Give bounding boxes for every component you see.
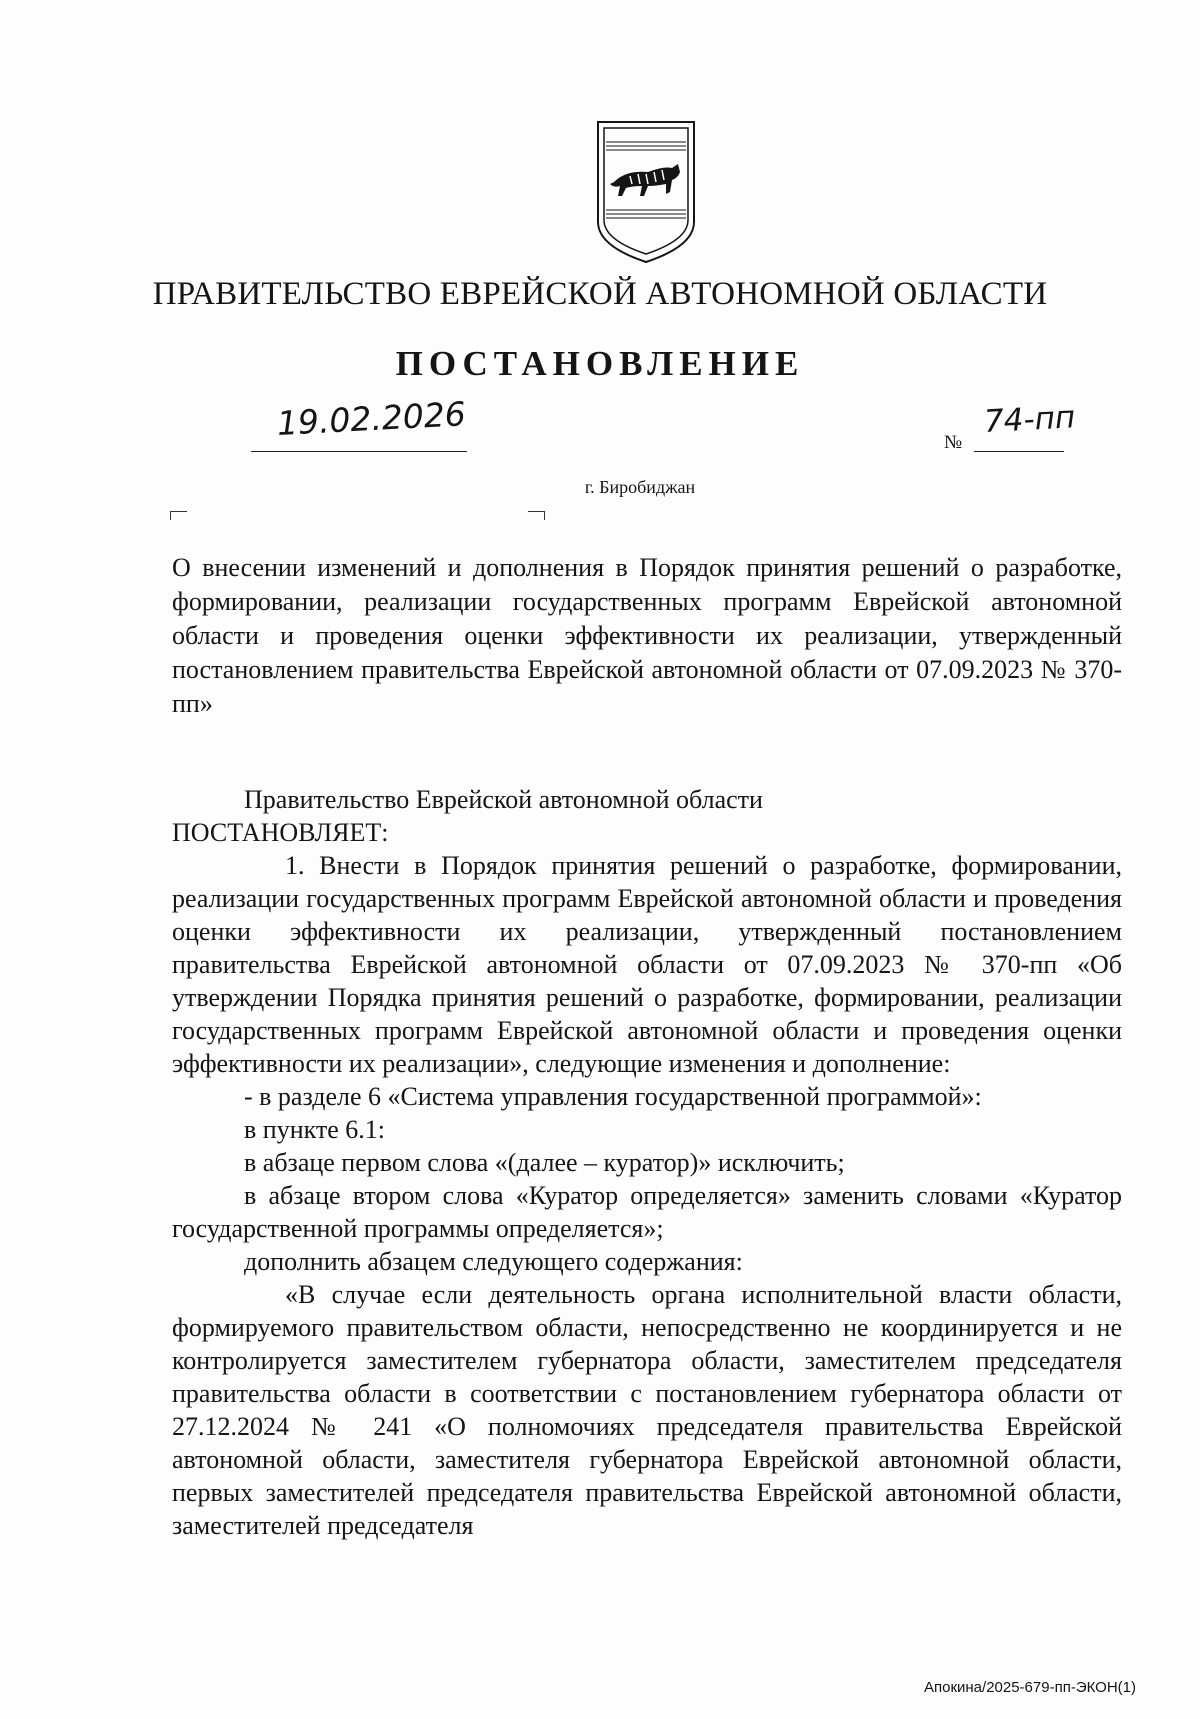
body-paragraph: в абзаце втором слова «Куратор определяется» заменить словами «Куратор государственной программы определяется»; bbox=[172, 1181, 1122, 1243]
body-paragraph: «В случае если деятельность органа исполнительной власти области, формируемого правительством области, непосредственно не координируется и не контролируется заместителем губернатора области, заместителем председателя правительства области в соответствии с постановлением губернатора области от 27.12.2024 № 241 «О полномочиях председателя правительства Еврейской автономной области, заместителя губернатора Еврейской автономной области, первых заместителей председателя правительства Еврейской автономной области, заместителей председателя bbox=[172, 1280, 1122, 1540]
document-body bbox=[172, 783, 1122, 1542]
tiger-coat-of-arms-icon bbox=[586, 118, 706, 266]
date-underline bbox=[251, 451, 467, 452]
body-paragraph: 1. Внести в Порядок принятия решений о разработке, формировании, реализации государственных программ Еврейской автономной области и проведения оценки эффективности их реализации, утвержденный постановлением правительства Еврейской автономной области от 07.09.2023 № 370-пп «Об утверждении Порядка принятия решений о разработке, формировании, реализации государственных программ Еврейской автономной области и проведения оценки эффективности их реализации», следующие изменения и дополнение: bbox=[172, 851, 1122, 1078]
title-corner-right bbox=[528, 511, 545, 520]
organization-name: ПРАВИТЕЛЬСТВО ЕВРЕЙСКОЙ АВТОНОМНОЙ ОБЛАСТИ bbox=[152, 276, 1048, 312]
number-underline bbox=[974, 451, 1064, 452]
title-corner-left bbox=[170, 511, 187, 520]
document-type: ПОСТАНОВЛЕНИЕ bbox=[395, 344, 805, 383]
document-title: О внесении изменений и дополнения в Порядок принятия решений о разработке, формировании, реализации государственных программ Еврейской автономной области и проведения оценки эффективности их реализации, утвержденный постановлением правительства Еврейской автономной области от 07.09.2023 № 370-пп» bbox=[172, 553, 1122, 718]
number-handwritten: 74-пп bbox=[983, 399, 1077, 440]
body-paragraph: Правительство Еврейской автономной области bbox=[244, 785, 763, 814]
body-paragraph: дополнить абзацем следующего содержания: bbox=[244, 1247, 743, 1276]
city: г. Биробиджан bbox=[584, 477, 696, 497]
body-paragraph: ПОСТАНОВЛЯЕТ: bbox=[172, 818, 389, 847]
body-paragraph: в пункте 6.1: bbox=[244, 1115, 386, 1144]
date-handwritten: 19.02.2026 bbox=[275, 394, 467, 443]
body-paragraph: - в разделе 6 «Система управления государственной программой»: bbox=[244, 1082, 982, 1111]
footer-code: Апокина/2025-679-пп-ЭКОН(1) bbox=[923, 1679, 1136, 1696]
body-paragraph: в абзаце первом слова «(далее – куратор)» исключить; bbox=[244, 1148, 845, 1177]
number-sign: № bbox=[944, 432, 963, 453]
